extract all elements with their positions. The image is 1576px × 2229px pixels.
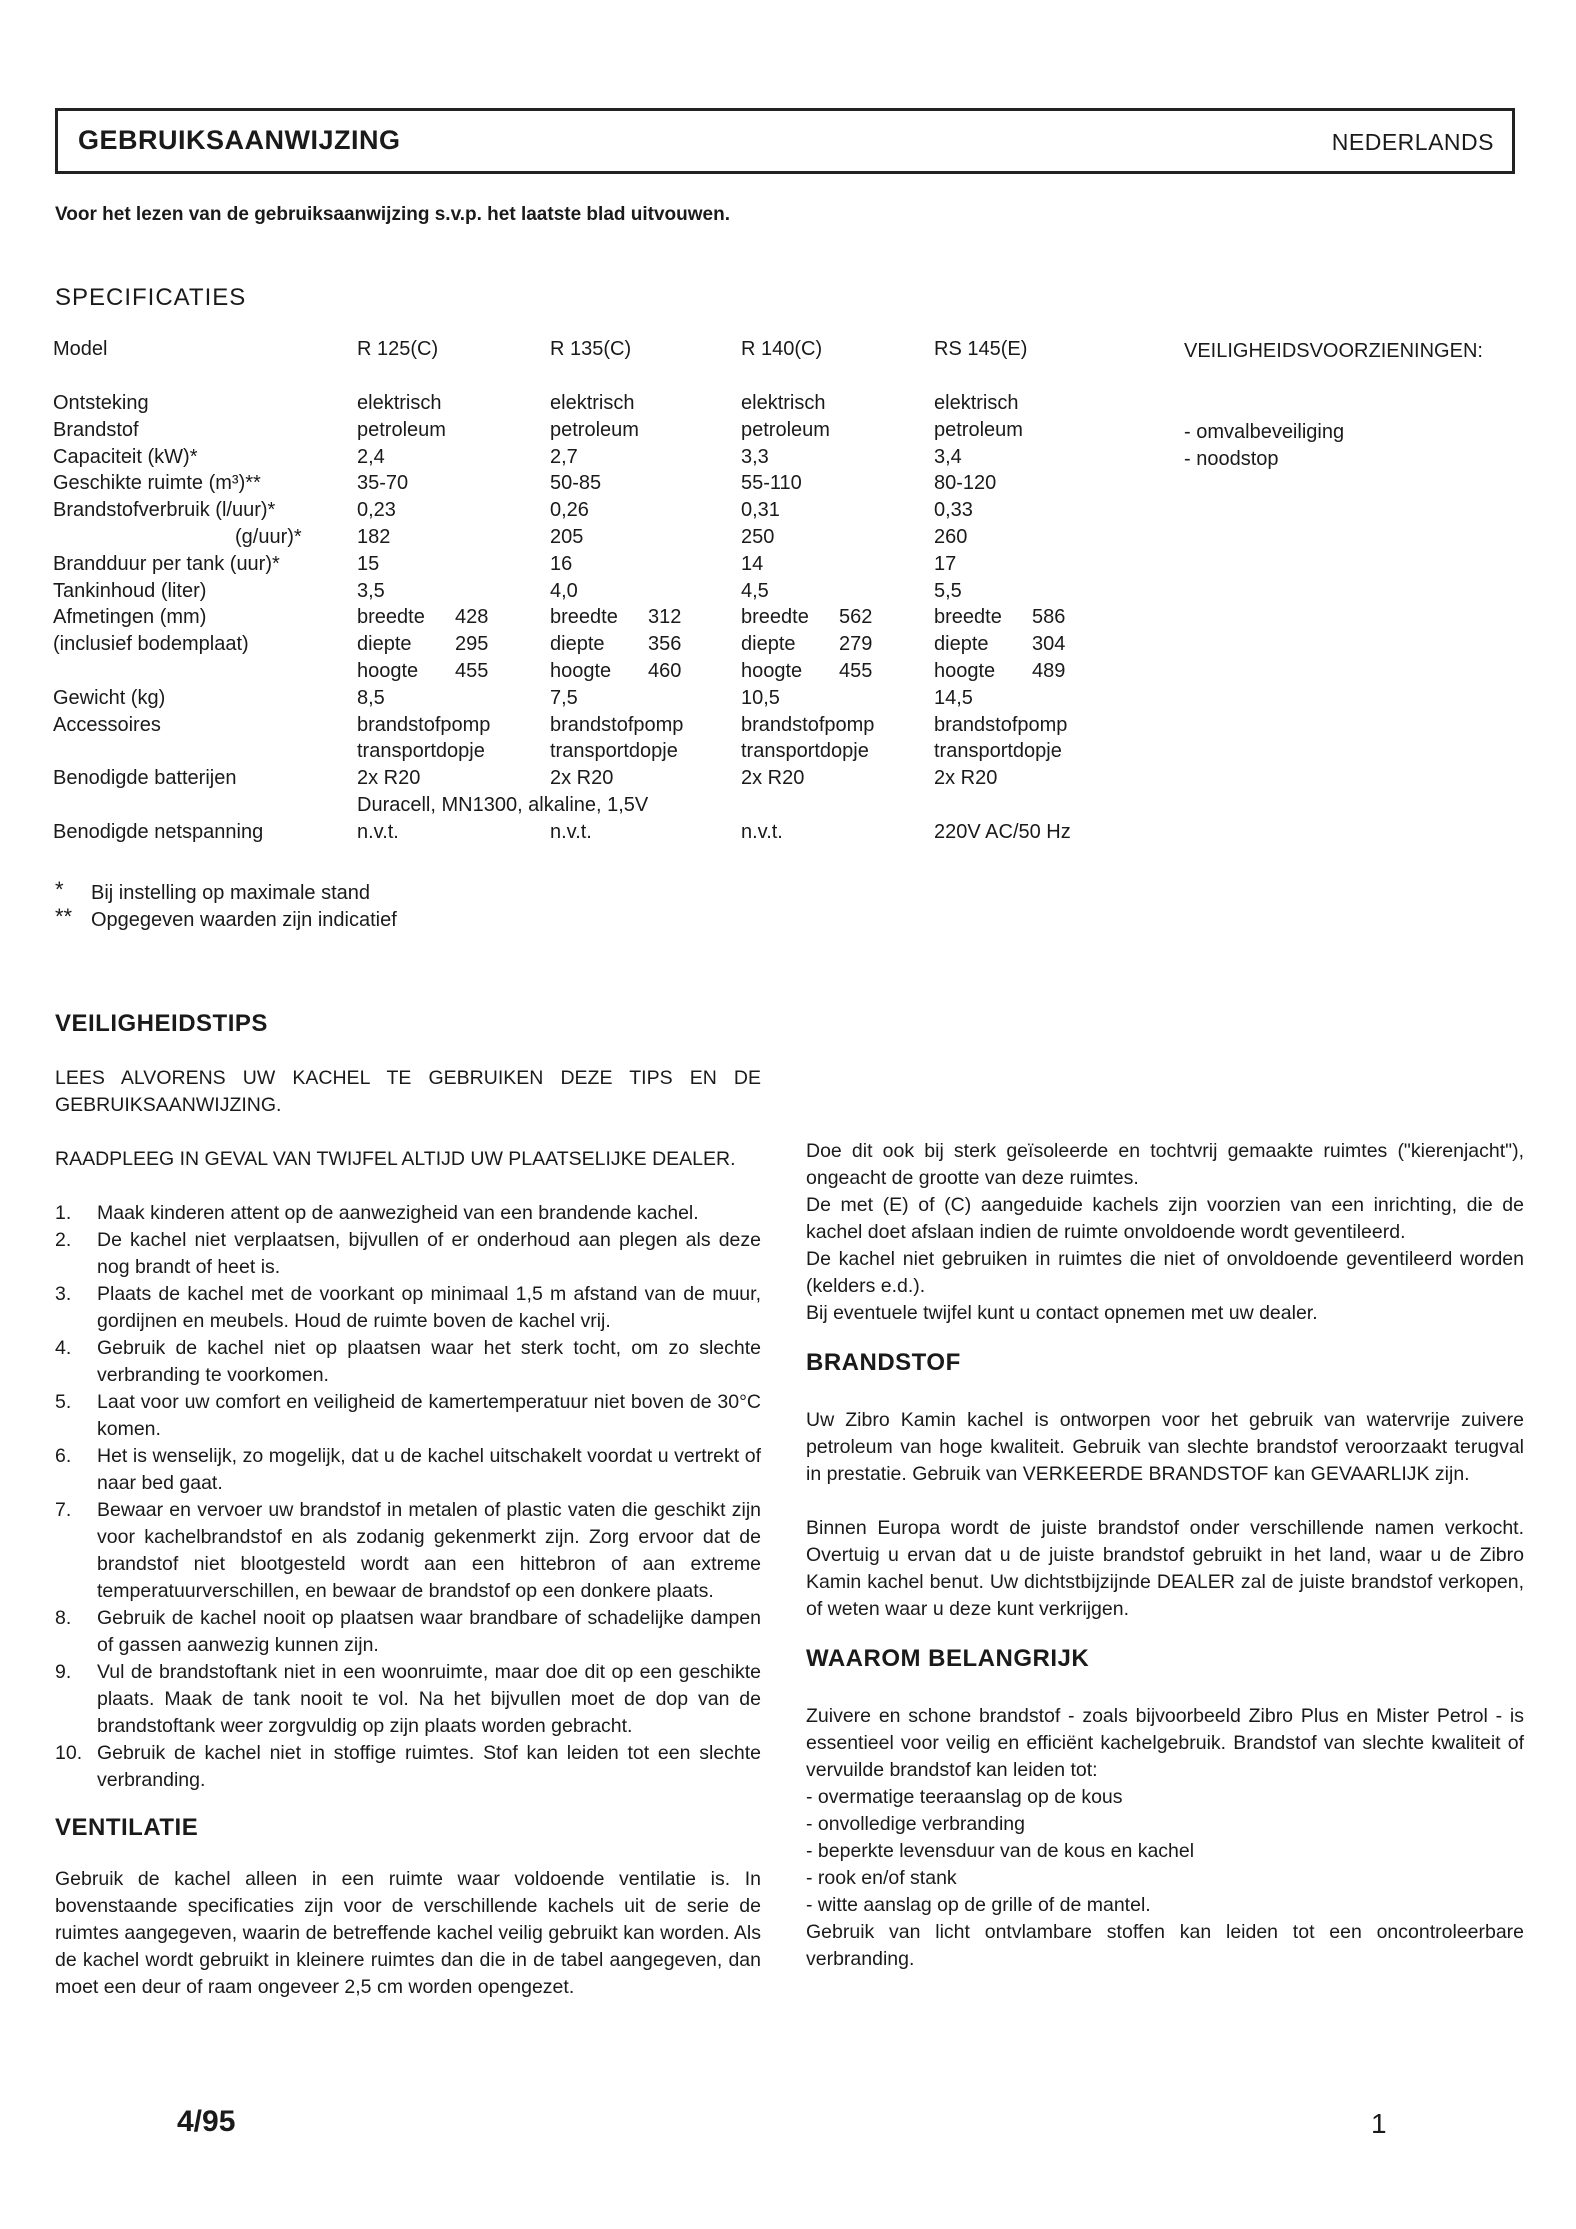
ventilatie-p2: Doe dit ook bij sterk geïsoleerde en tochtvrij gemaakte ruimtes ("kierenjacht"), ongeacht de grootte van deze ruimtes. (806, 1140, 1524, 1189)
spec-label: Benodigde batterijen (53, 767, 237, 790)
footnote-text: Opgegeven waarden zijn indicatief (91, 909, 397, 931)
spec-value: 3,4 (934, 445, 962, 468)
spec-row (53, 526, 1165, 553)
spec-label: Tankinhoud (liter) (53, 579, 207, 602)
tip-item (55, 1443, 761, 1497)
veiligheidstips-heading: VEILIGHEIDSTIPS (55, 1010, 268, 1037)
spec-label: Brandstofverbruik (l/uur)* (53, 499, 276, 522)
tips-intro-1: LEES ALVORENS UW KACHEL TE GEBRUIKEN DEZE TIPS EN DE GEBRUIKSAANWIJZING. (55, 1067, 761, 1116)
spec-row (53, 472, 1165, 499)
brandstof-p2: Binnen Europa wordt de juiste brandstof onder verschillende namen verkocht. Overtuig u ervan dat u de juiste brandstof gebruikt in het land, waar u de Zibro Kamin kachel benut. Uw dichtstbijzijnde DEALER zal de juiste brandstof verkopen, of weten waar u deze kunt verkrijgen. (806, 1517, 1524, 1620)
spec-row (53, 794, 1165, 821)
spec-value: 80-120 (934, 472, 997, 495)
spec-value: transportdopje (550, 740, 678, 763)
spec-row (53, 499, 1165, 526)
spec-row (53, 419, 1165, 446)
tip-number: 6. (55, 1445, 72, 1467)
safety-item: - omvalbeveiliging (1184, 421, 1345, 443)
tip-item (55, 1740, 761, 1794)
footnote (55, 877, 397, 907)
header-box (55, 108, 1515, 174)
spec-value: 4,5 (741, 579, 769, 602)
spec-row (53, 740, 1165, 767)
ventilatie-p4: De kachel niet gebruiken in ruimtes die niet of onvoldoende geventileerd worden (kelders e.d.). (806, 1248, 1524, 1297)
spec-value: elektrisch (934, 392, 1019, 414)
safety-features (1184, 338, 1483, 473)
spec-row (53, 606, 1165, 633)
list-item: - witte aanslag op de grille of de mantel. (806, 1894, 1151, 1916)
dim-label: breedte (741, 606, 809, 629)
spec-value: elektrisch (357, 392, 442, 414)
spec-value: n.v.t. (357, 820, 399, 843)
spec-value: petroleum (934, 418, 1023, 441)
dim-value: 356 (648, 633, 682, 656)
spec-value: 3,3 (741, 445, 769, 468)
tip-text: Gebruik de kachel nooit op plaatsen waar brandbare of schadelijke dampen of gassen aanwezig kunnen zijn. (97, 1607, 761, 1656)
tip-text: De kachel niet verplaatsen, bijvullen of er onderhoud aan plegen als deze nog brandt of heet is. (97, 1229, 761, 1278)
spec-value: transportdopje (357, 740, 485, 763)
dim-value: 562 (839, 606, 873, 629)
spec-value: 16 (550, 552, 573, 575)
tip-item (55, 1497, 761, 1605)
tip-number: 5. (55, 1391, 72, 1413)
spec-value: petroleum (550, 418, 639, 441)
safety-item: - noodstop (1184, 448, 1279, 470)
right-column (806, 1010, 1524, 1973)
page-number: 1 (1371, 2108, 1387, 2139)
ventilatie-p5: Bij eventuele twijfel kunt u contact opnemen met uw dealer. (806, 1302, 1318, 1324)
model-name: R 125(C) (357, 338, 439, 360)
spec-row (53, 687, 1165, 714)
dim-value: 460 (648, 659, 682, 682)
model-name: R 140(C) (741, 338, 823, 360)
dim-value: 295 (455, 633, 489, 656)
left-column (55, 1010, 761, 2001)
tip-text: Het is wenselijk, zo mogelijk, dat u de kachel uitschakelt voordat u vertrekt of naar bed gaat. (97, 1445, 761, 1494)
dim-value: 489 (1032, 659, 1066, 682)
dim-value: 279 (839, 633, 873, 656)
tip-text: Bewaar en vervoer uw brandstof in metalen of plastic vaten die geschikt zijn voor kachelbrandstof en als zodanig gekenmerkt zijn. Zorg ervoor dat de brandstof niet blootgesteld wordt aan een hittebron of aan extreme temperatuurverschillen, en bewaar de brandstof op een donkere plaats. (97, 1499, 761, 1602)
dim-label: hoogte (741, 659, 803, 682)
specs-heading: SPECIFICATIES (55, 284, 247, 311)
specs-table (53, 338, 1165, 848)
spec-value: n.v.t. (550, 820, 592, 843)
spec-value: 2x R20 (357, 767, 421, 790)
tip-item (55, 1605, 761, 1659)
intro-text: Voor het lezen van de gebruiksaanwijzing s.v.p. het laatste blad uitvouwen. (55, 204, 730, 225)
tip-number: 2. (55, 1229, 72, 1251)
document-code: 4/95 (177, 2105, 236, 2138)
spec-value: brandstofpomp (550, 713, 684, 736)
spec-value: petroleum (741, 418, 830, 441)
tip-number: 9. (55, 1661, 72, 1683)
ventilatie-paragraph: Gebruik de kachel alleen in een ruimte waar voldoende ventilatie is. In bovenstaande specificaties zijn voor de verschillende kachels uit de serie de ruimtes aangegeven, waarin de betreffende kachel veilig gebruikt kan worden. Als de kachel wordt gebruikt in kleinere ruimtes dan die in de tabel aangegeven, dan moet een deur of raam ongeveer 2,5 cm worden opengezet. (55, 1868, 761, 1998)
dim-value: 304 (1032, 633, 1066, 656)
spec-value: 0,31 (741, 499, 780, 522)
tip-text: Laat voor uw comfort en veiligheid de kamertemperatuur niet boven de 30°C komen. (97, 1391, 761, 1440)
spec-value: transportdopje (741, 740, 869, 763)
footnote-mark: ** (55, 904, 73, 929)
tip-text: Gebruik de kachel niet op plaatsen waar het sterk tocht, om zo slechte verbranding te voorkomen. (97, 1337, 761, 1386)
spec-value: 182 (357, 525, 391, 548)
dim-label: diepte (934, 633, 989, 656)
spec-value: brandstofpomp (741, 713, 875, 736)
tip-number: 7. (55, 1499, 72, 1521)
ventilatie-heading: VENTILATIE (55, 1814, 199, 1841)
spec-value: n.v.t. (741, 820, 783, 843)
brandstof-heading: BRANDSTOF (806, 1349, 961, 1376)
dim-label: breedte (934, 606, 1002, 629)
list-item: - overmatige teeraanslag op de kous (806, 1786, 1123, 1808)
spec-row (53, 392, 1165, 419)
waarom-p2: Gebruik van licht ontvlambare stoffen kan leiden tot een oncontroleerbare verbranding. (806, 1921, 1524, 1970)
spec-row (53, 660, 1165, 687)
spec-label: (inclusief bodemplaat) (53, 633, 249, 656)
spec-label: Brandstof (53, 418, 139, 441)
language-label: NEDERLANDS (1331, 129, 1494, 155)
tip-item (55, 1227, 761, 1281)
spec-value: elektrisch (741, 392, 826, 414)
tip-text: Maak kinderen attent op de aanwezigheid van een brandende kachel. (97, 1202, 699, 1224)
spec-label: Benodigde netspanning (53, 820, 264, 843)
tip-item (55, 1281, 761, 1335)
spec-value: 15 (357, 552, 380, 575)
spec-value: 2,7 (550, 445, 578, 468)
tip-text: Vul de brandstoftank niet in een woonruimte, maar doe dit op een geschikte plaats. Maak de tank nooit te vol. Na het bijvullen moet de dop van de brandstoftank weer zorgvuldig op zijn plaats worden gebracht. (97, 1661, 761, 1737)
model-name: R 135(C) (550, 338, 632, 360)
dim-label: diepte (550, 633, 605, 656)
spec-label: Accessoires (53, 713, 161, 736)
spec-value: 250 (741, 525, 775, 548)
tip-text: Gebruik de kachel niet in stoffige ruimtes. Stof kan leiden tot een slechte verbranding. (97, 1742, 761, 1791)
list-item: - beperkte levensduur van de kous en kachel (806, 1840, 1195, 1862)
tip-text: Plaats de kachel met de voorkant op minimaal 1,5 m afstand van de muur, gordijnen en meubels. Houd de ruimte boven de kachel vrij. (97, 1283, 761, 1332)
tip-number: 4. (55, 1337, 72, 1359)
spec-row (53, 633, 1165, 660)
tip-number: 10. (55, 1742, 83, 1764)
battery-note: Duracell, MN1300, alkaline, 1,5V (357, 793, 649, 816)
spec-value: 17 (934, 552, 957, 575)
dim-label: breedte (357, 606, 425, 629)
spec-value: 35-70 (357, 472, 409, 495)
specs-model-row (53, 338, 1165, 364)
spec-row (53, 580, 1165, 607)
page-title: GEBRUIKSAANWIJZING (78, 125, 401, 155)
dim-label: breedte (550, 606, 618, 629)
ventilatie-p3: De met (E) of (C) aangeduide kachels zijn voorzien van een inrichting, die de kachel doet afslaan indien de ruimte onvoldoende wordt geventileerd. (806, 1194, 1524, 1243)
dim-label: diepte (357, 633, 412, 656)
spec-value: 55-110 (741, 472, 802, 495)
spec-value: 0,23 (357, 499, 396, 522)
spec-value: 0,33 (934, 499, 973, 522)
tips-intro-2: RAADPLEEG IN GEVAL VAN TWIJFEL ALTIJD UW PLAATSELIJKE DEALER. (55, 1148, 736, 1170)
dim-value: 586 (1032, 606, 1066, 629)
dim-label: hoogte (550, 659, 612, 682)
spec-value: transportdopje (934, 740, 1062, 763)
footnote-text: Bij instelling op maximale stand (91, 882, 371, 904)
spec-row (53, 821, 1165, 848)
spec-value: elektrisch (550, 392, 635, 414)
spec-row (53, 714, 1165, 741)
spec-value: 2x R20 (741, 767, 805, 790)
spec-label: Afmetingen (mm) (53, 606, 207, 629)
waarom-p1: Zuivere en schone brandstof - zoals bijvoorbeeld Zibro Plus en Mister Petrol - is essentieel voor veilig en efficiënt kachelgebruik. Brandstof van slechte kwaliteit of vervuilde brandstof kan leiden tot: (806, 1705, 1524, 1781)
tip-number: 3. (55, 1283, 72, 1305)
dim-label: hoogte (357, 659, 419, 682)
spec-value: 2x R20 (550, 767, 614, 790)
spec-value: 14 (741, 552, 764, 575)
dim-value: 455 (455, 659, 489, 682)
spec-row (53, 553, 1165, 580)
spec-value: brandstofpomp (357, 713, 491, 736)
tip-number: 8. (55, 1607, 72, 1629)
tip-item (55, 1200, 761, 1227)
brandstof-p1: Uw Zibro Kamin kachel is ontworpen voor het gebruik van watervrije zuivere petroleum van hoge kwaliteit. Gebruik van slechte brandstof veroorzaakt terugval in prestatie. Gebruik van VERKEERDE BRANDSTOF kan GEVAARLIJK zijn. (806, 1409, 1524, 1485)
spec-value: 50-85 (550, 472, 602, 495)
spec-value: 8,5 (357, 686, 385, 709)
spec-value: 2x R20 (934, 767, 998, 790)
spec-label: Gewicht (kg) (53, 686, 166, 709)
spec-label: Capaciteit (kW)* (53, 445, 198, 468)
footnotes (55, 877, 397, 934)
spec-value: 10,5 (741, 686, 780, 709)
spec-value: 220V AC/50 Hz (934, 820, 1071, 843)
spec-value: 7,5 (550, 686, 578, 709)
spec-value: 2,4 (357, 445, 385, 468)
tip-number: 1. (55, 1202, 72, 1224)
footnote-mark: * (55, 877, 64, 902)
footnote (55, 904, 397, 934)
spec-label: Geschikte ruimte (m³)** (53, 472, 261, 495)
tip-item (55, 1659, 761, 1740)
list-item: - rook en/of stank (806, 1867, 957, 1889)
spec-value: 14,5 (934, 686, 973, 709)
waarom-list (806, 1784, 1524, 1919)
spec-value: 4,0 (550, 579, 578, 602)
dim-label: diepte (741, 633, 796, 656)
spec-row (53, 767, 1165, 794)
spec-label: (g/uur)* (235, 525, 302, 548)
dim-value: 428 (455, 606, 489, 629)
safety-heading: VEILIGHEIDSVOORZIENINGEN: (1184, 340, 1483, 362)
dim-value: 312 (648, 606, 682, 629)
spec-value: 0,26 (550, 499, 589, 522)
spec-value: 205 (550, 525, 584, 548)
dim-label: hoogte (934, 659, 996, 682)
spec-value: 3,5 (357, 579, 385, 602)
spec-value: 260 (934, 525, 968, 548)
spec-value: 5,5 (934, 579, 962, 602)
tip-item (55, 1389, 761, 1443)
spec-label: Ontsteking (53, 392, 149, 414)
tips-list (55, 1200, 761, 1794)
model-label: Model (53, 338, 108, 360)
spec-value: brandstofpomp (934, 713, 1068, 736)
waarom-heading: WAAROM BELANGRIJK (806, 1645, 1090, 1672)
spec-value: petroleum (357, 418, 446, 441)
spec-row (53, 446, 1165, 473)
model-name: RS 145(E) (934, 338, 1028, 360)
tip-item (55, 1335, 761, 1389)
list-item: - onvolledige verbranding (806, 1813, 1025, 1835)
spec-label: Brandduur per tank (uur)* (53, 552, 280, 575)
dim-value: 455 (839, 659, 873, 682)
